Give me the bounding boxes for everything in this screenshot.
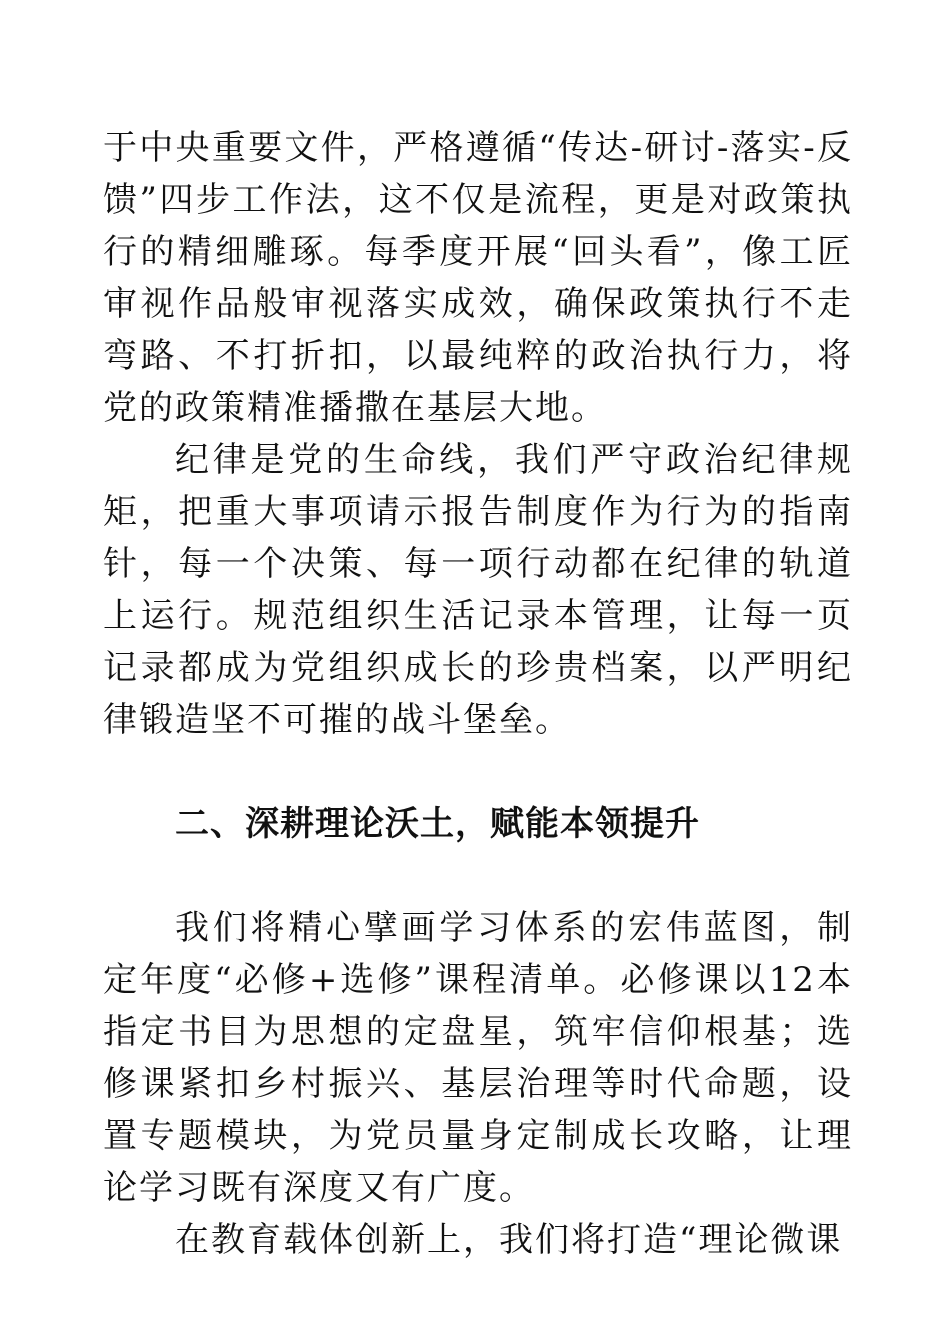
spacer	[103, 746, 853, 798]
paragraph-discipline: 纪律是党的生命线，我们严守政治纪律规矩，把重大事项请示报告制度作为行为的指南针，每一个决策、每一项行动都在纪律的轨道上运行。规范组织生活记录本管理，让每一页记录都成为党组织成长的珍贵档案，以严明纪律锻造坚不可摧的战斗堡垒。	[103, 440, 853, 740]
spacer	[103, 850, 853, 902]
paragraph-continued: 于中央重要文件，严格遵循“传达-研讨-落实-反馈”四步工作法，这不仅是流程，更是对政策执行的精细雕琢。每季度开展“回头看”，像工匠审视作品般审视落实成效，确保政策执行不走弯路、不打折扣，以最纯粹的政治执行力，将党的政策精准播撒在基层大地。	[103, 128, 853, 428]
section-heading: 二、深耕理论沃土，赋能本领提升	[175, 804, 700, 844]
document-body	[103, 122, 853, 1266]
paragraph-education-innovation: 在教育载体创新上，我们将打造“理论微课	[175, 1220, 843, 1260]
paragraph-study-system: 我们将精心擘画学习体系的宏伟蓝图，制定年度“必修+选修”课程清单。必修课以12本指定书目为思想的定盘星，筑牢信仰根基；选修课紧扣乡村振兴、基层治理等时代命题，设置专题模块，为党员量身定制成长攻略，让理论学习既有深度又有广度。	[103, 908, 853, 1208]
